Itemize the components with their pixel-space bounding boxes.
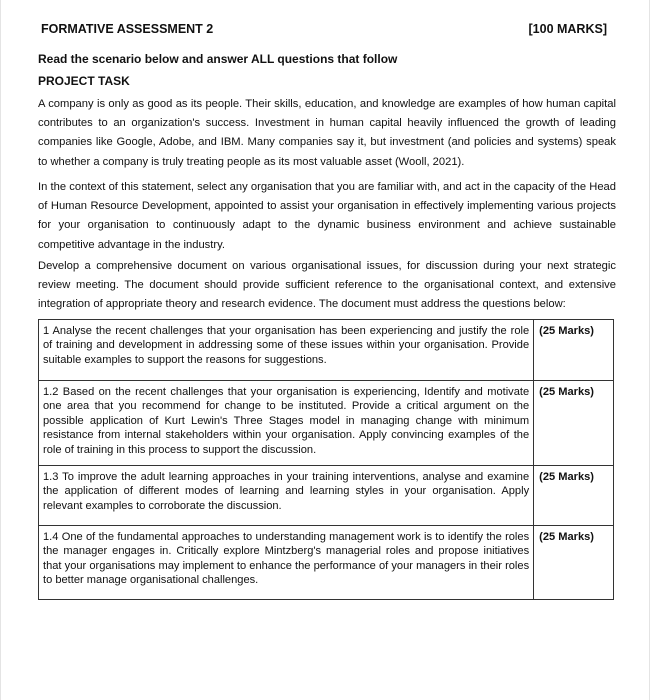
question-marks: (25 Marks) [534, 526, 614, 600]
assessment-title: FORMATIVE ASSESSMENT 2 [41, 22, 214, 36]
scenario-paragraph-3: Develop a comprehensive document on various organisational issues, for discussion during your next strategic review meeting. The document should provide sufficient reference to the organisational context, and extensive integration of appropriate theory and research evidence. The document must address the questions below: [38, 260, 616, 311]
questions-table [38, 319, 614, 600]
question-row [39, 381, 614, 466]
question-marks: (25 Marks) [534, 381, 614, 466]
question-row [39, 320, 614, 381]
question-text: 1 Analyse the recent challenges that your organisation has been experiencing and justify the role of training and development in addressing some of these issues within your organisation. Provide suitable examples to support the reasons for suggestions. [39, 320, 534, 381]
question-marks: (25 Marks) [534, 466, 614, 526]
total-marks: [100 MARKS] [528, 22, 607, 36]
instruction-text: Read the scenario below and answer ALL questions that follow [38, 52, 398, 66]
project-task-heading: PROJECT TASK [38, 74, 130, 88]
question-text: 1.4 One of the fundamental approaches to understanding management work is to identify the roles the manager engages in. Critically explore Mintzberg's managerial roles and propose initiatives that your organisations may implement to enhance the performance of your managers in their roles to better manage organisational challenges. [39, 526, 534, 600]
scenario-paragraph-2: In the context of this statement, select any organisation that you are familiar with, and act in the capacity of the Head of Human Resource Development, appointed to assist your organisation in effectively implementing various projects for your organisation to continuously adapt to the dynamic business environment and achieve sustainable competitive advantage in the industry. [38, 181, 616, 251]
question-row [39, 526, 614, 600]
question-text: 1.3 To improve the adult learning approaches in your training interventions, analyse and examine the application of different modes of learning and learning styles in your organisation. Apply relevant examples to corroborate the discussion. [39, 466, 534, 526]
scenario-paragraph-1: A company is only as good as its people. Their skills, education, and knowledge are examples of how human capital contributes to an organization's success. Investment in human capital heavily influenced the growth of leading companies like Google, Adobe, and IBM. Many companies say it, but investment (and policies and systems) speak to whether a company is truly treating people as its most valuable asset (Wooll, 2021). [38, 98, 616, 168]
assessment-header [41, 22, 609, 38]
question-text: 1.2 Based on the recent challenges that your organisation is experiencing, Identify and motivate one area that you recommend for change to be instituted. Provide a critical argument on the possible application of Kurt Lewin's Three Stages model in managing change with minimum resistance from internal stakeholders within your organisation. Apply convincing examples of the role of training in this process to support the discussion. [39, 381, 534, 466]
question-row [39, 466, 614, 526]
question-marks: (25 Marks) [534, 320, 614, 381]
